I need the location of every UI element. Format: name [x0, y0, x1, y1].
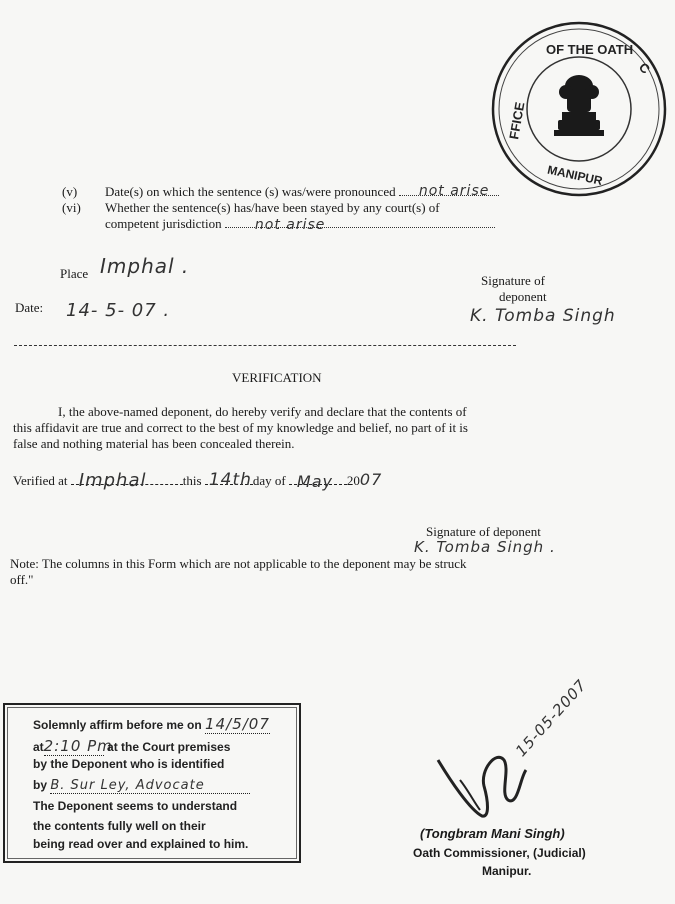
verification-line1: I, the above-named deponent, do hereby verify and declare that the contents of	[58, 404, 467, 419]
signature-label-line1: Signature of	[481, 273, 545, 288]
verified-at-blank	[71, 470, 183, 491]
item-v-label: Date(s) on which the sentence (s) was/were pronounced	[105, 184, 396, 199]
commissioner-place: Manipur.	[482, 864, 532, 878]
item-vi-text2	[105, 216, 495, 232]
place-value: Imphal .	[100, 254, 190, 278]
seal-text-right: C	[635, 59, 654, 77]
stamp-line5: The Deponent seems to understand	[33, 799, 238, 813]
signature-label-line2: deponent	[499, 289, 547, 304]
stamp-date: 14/5/07	[205, 715, 270, 733]
stamp-line4-pre: by	[33, 778, 48, 792]
seal-text-bottom: MANIPUR	[546, 162, 604, 188]
signature2-label: Signature of deponent	[426, 524, 541, 539]
stamp-line7: being read over and explained to him.	[33, 837, 249, 851]
note-line2: off."	[10, 572, 34, 587]
affirmation-stamp	[3, 703, 301, 863]
date-label: Date:	[15, 300, 44, 315]
item-v-number: (v)	[62, 184, 78, 199]
deponent-signature-2: K. Tomba Singh .	[414, 538, 556, 556]
note-line1: Note: The columns in this Form which are not applicable to the deponent may be struck	[10, 556, 467, 571]
item-v-text	[105, 184, 499, 200]
verification-line2: this affidavit are true and correct to the best of my knowledge and belief, no part of it is	[13, 420, 468, 435]
month-blank	[289, 472, 347, 491]
item-v-answer: not arise	[418, 183, 490, 199]
day-value: 14th	[208, 470, 252, 490]
stamp-line3: by the Deponent who is identified	[33, 757, 225, 771]
stamp-time: 2:10 Pm	[43, 737, 113, 755]
day-blank	[205, 470, 253, 490]
commissioner-date: 15-05-2007	[512, 675, 591, 761]
deponent-signature-1: K. Tomba Singh	[470, 306, 616, 326]
stamp-identifier: B. Sur Ley, Advocate	[50, 778, 250, 794]
year-prefix: 20	[346, 473, 360, 488]
item-vi-answer: not arise	[254, 217, 326, 233]
commissioner-title: Oath Commissioner, (Judicial)	[413, 846, 586, 860]
date-value: 14- 5- 07 .	[66, 300, 171, 321]
item-vi-blank	[225, 217, 495, 233]
verified-at-label: Verified at	[13, 473, 68, 488]
official-seal	[488, 20, 670, 198]
this-label: this	[182, 473, 202, 488]
stamp-line2-pre: at	[33, 740, 44, 754]
item-v-blank	[399, 183, 499, 199]
verified-at-row	[13, 470, 382, 489]
item-vi-label2: competent jurisdiction	[105, 216, 222, 231]
seal-text-top: OF THE OATH	[546, 42, 634, 57]
month-value: May	[296, 472, 333, 491]
commissioner-name: (Tongbram Mani Singh)	[420, 826, 565, 841]
stamp-line6: the contents fully well on their	[33, 819, 206, 833]
verification-heading: VERIFICATION	[232, 370, 322, 385]
day-of-label: day of	[252, 473, 286, 488]
item-vi-text: Whether the sentence(s) has/have been stayed by any court(s) of	[105, 200, 440, 215]
verification-line3: false and nothing material has been concealed therein.	[13, 436, 295, 451]
stamp-line4	[33, 778, 250, 794]
verified-at-value: Imphal	[78, 470, 147, 491]
year-value: 07	[359, 470, 383, 489]
emblem-icon	[554, 75, 604, 136]
stamp-line2	[33, 737, 230, 756]
seal-text-left: FFICE	[506, 100, 528, 141]
place-label: Place	[60, 266, 89, 281]
section-divider	[14, 345, 516, 346]
item-vi-number: (vi)	[62, 200, 81, 215]
stamp-line1-text: Solemnly affirm before me on	[33, 718, 202, 732]
stamp-line2-post: at the Court premises	[107, 740, 231, 754]
stamp-line1	[33, 715, 270, 733]
